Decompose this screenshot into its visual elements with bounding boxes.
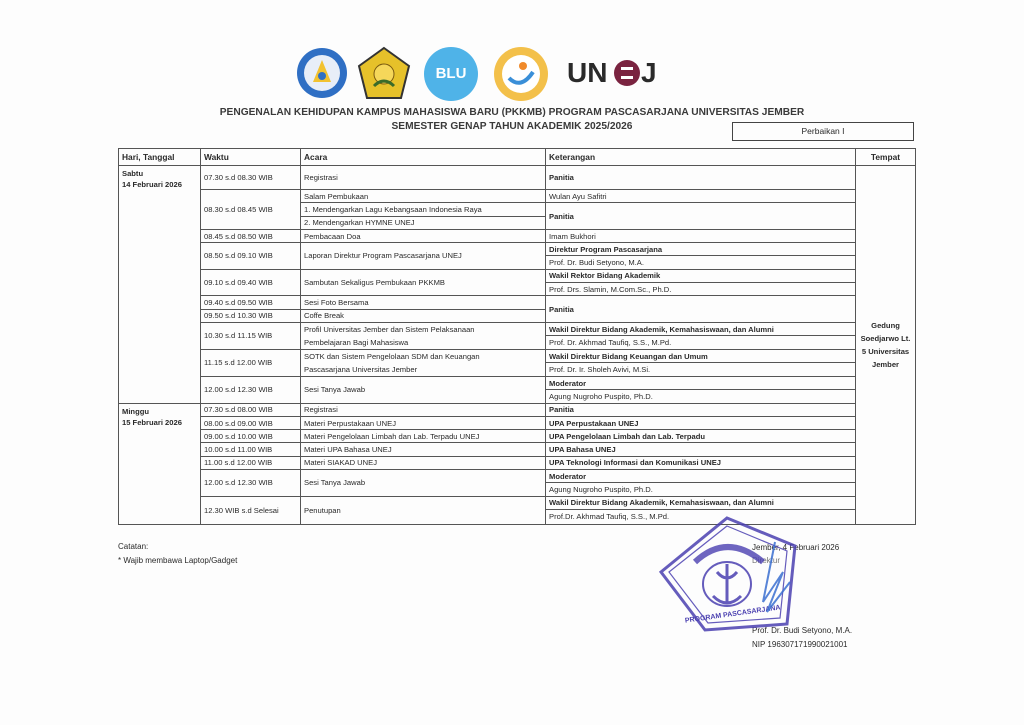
table-header-row (119, 149, 916, 166)
svg-text:BLU: BLU (435, 65, 467, 82)
time-cell: 11.15 s.d 12.00 WIB (201, 349, 301, 376)
time-cell: 07.30 s.d 08.00 WIB (201, 403, 301, 416)
signature-name: Prof. Dr. Budi Setyono, M.A. (752, 626, 853, 635)
document-subtitle: SEMESTER GENAP TAHUN AKADEMIK 2025/2026 (391, 121, 633, 132)
time-cell: 09.50 s.d 10.30 WIB (201, 309, 301, 322)
notes-cell: Wulan Ayu Safitri (546, 190, 856, 203)
notes-cell: Panitia (546, 166, 856, 190)
time-cell: 08.00 s.d 09.00 WIB (201, 416, 301, 429)
signature-scribble (763, 542, 790, 612)
event-cell: Laporan Direktur Program Pascasarjana UNEJ (301, 243, 546, 270)
tut-wuri-handayani-logo (295, 46, 349, 100)
signature-nip: NIP 196307171990021001 (752, 640, 848, 649)
event-cell: Materi SIAKAD UNEJ (301, 456, 546, 469)
time-cell: 08.50 s.d 09.10 WIB (201, 243, 301, 270)
event-cell: Registrasi (301, 166, 546, 190)
notes-cell: UPA Pengelolaan Limbah dan Lab. Terpadu (546, 430, 856, 443)
day-name: Sabtu (122, 169, 144, 178)
notes-cell: Wakil Direktur Bidang Akademik, Kemahasiswaan, dan Alumni (546, 322, 856, 336)
time-cell: 09.00 s.d 10.00 WIB (201, 430, 301, 443)
event-cell: Sesi Tanya Jawab (301, 376, 546, 403)
notes-cell: Panitia (546, 203, 856, 230)
day-cell-sunday (119, 403, 201, 524)
day-date: 15 Februari 2026 (122, 417, 182, 427)
event-cell (301, 322, 546, 349)
diktisaintek-berdampak-logo (493, 46, 549, 102)
signature-place-date: Jember, 4 Februari 2026 (752, 543, 840, 552)
university-stamp (655, 512, 825, 637)
notes-cell: Agung Nugroho Puspito, Ph.D. (546, 483, 856, 496)
time-cell: 07.30 s.d 08.30 WIB (201, 166, 301, 190)
day-name: Minggu (122, 406, 149, 416)
event-cell: Registrasi (301, 403, 546, 416)
notes-cell: Panitia (546, 403, 856, 416)
time-cell: 08.45 s.d 08.50 WIB (201, 229, 301, 242)
time-cell: 12.00 s.d 12.30 WIB (201, 470, 301, 497)
table-row (119, 416, 916, 429)
table-row (119, 269, 916, 282)
event-line: SOTK dan Sistem Pengelolaan SDM dan Keuangan (304, 351, 480, 361)
notes-cell: Direktur Program Pascasarjana (546, 243, 856, 256)
notes-cell: Wakil Rektor Bidang Akademik (546, 269, 856, 282)
time-cell: 12.30 WIB s.d Selesai (201, 496, 301, 524)
table-row (119, 243, 916, 256)
event-cell: 2. Mendengarkan HYMNE UNEJ (301, 216, 546, 229)
time-cell: 10.00 s.d 11.00 WIB (201, 443, 301, 456)
time-cell: 11.00 s.d 12.00 WIB (201, 456, 301, 469)
table-row (119, 190, 916, 203)
notes-cell: Prof. Dr. Budi Setyono, M.A. (546, 256, 856, 269)
col-header-time: Waktu (201, 149, 301, 166)
col-header-place: Tempat (856, 149, 916, 166)
time-cell: 10.30 s.d 11.15 WIB (201, 322, 301, 349)
table-row (119, 229, 916, 242)
notes-cell: Moderator (546, 470, 856, 483)
notes-cell: UPA Perpustakaan UNEJ (546, 416, 856, 429)
table-row (119, 496, 916, 509)
table-row (119, 470, 916, 483)
event-cell: Sesi Tanya Jawab (301, 470, 546, 497)
col-header-notes: Keterangan (546, 149, 856, 166)
event-line: Pascasarjana Universitas Jember (304, 364, 418, 374)
day-cell-saturday (119, 166, 201, 404)
unej-logo (565, 56, 665, 92)
svg-text:J: J (641, 57, 657, 88)
event-cell: Pembacaan Doa (301, 229, 546, 242)
notes-label: Catatan: (118, 542, 149, 551)
notes-cell: Imam Bukhori (546, 229, 856, 242)
notes-cell: Wakil Direktur Bidang Akademik, Kemahasiswaan, dan Alumni (546, 496, 856, 509)
col-header-event: Acara (301, 149, 546, 166)
svg-text:UN: UN (567, 57, 608, 88)
time-cell: 09.40 s.d 09.50 WIB (201, 296, 301, 309)
time-cell: 08.30 s.d 08.45 WIB (201, 190, 301, 230)
event-cell: Salam Pembukaan (301, 190, 546, 203)
time-cell: 09.10 s.d 09.40 WIB (201, 269, 301, 296)
notes-cell: Moderator (546, 376, 856, 389)
table-row (119, 322, 916, 336)
event-cell: Materi UPA Bahasa UNEJ (301, 443, 546, 456)
document-title: PENGENALAN KEHIDUPAN KAMPUS MAHASISWA BARU (PKKMB) PROGRAM PASCASARJANA UNIVERSITAS JEMBER (219, 107, 805, 118)
logo-strip (295, 46, 675, 102)
signature-role: Direktur (752, 556, 781, 565)
notes-cell: UPA Bahasa UNEJ (546, 443, 856, 456)
event-line: Profil Universitas Jember dan Sistem Pelaksanaan (304, 324, 475, 334)
day-date: 14 Februari 2026 (122, 180, 182, 189)
notes-cell: Prof. Dr. Akhmad Taufiq, S.S., M.Pd. (546, 336, 856, 350)
table-row (119, 349, 916, 363)
event-cell: Coffe Break (301, 309, 546, 322)
event-cell: Sambutan Sekaligus Pembukaan PKKMB (301, 269, 546, 296)
event-cell: 1. Mendengarkan Lagu Kebangsaan Indonesia Raya (301, 203, 546, 216)
svg-text:PROGRAM PASCASARJANA: PROGRAM PASCASARJANA (684, 604, 781, 625)
event-cell (301, 349, 546, 376)
col-header-day: Hari, Tanggal (119, 149, 201, 166)
event-cell: Materi Perpustakaan UNEJ (301, 416, 546, 429)
place-cell: Gedung Soedjarwo Lt. 5 Universitas Jember (856, 166, 916, 525)
notes-item: * Wajib membawa Laptop/Gadget (118, 556, 238, 565)
table-row (119, 456, 916, 469)
notes-cell: UPA Teknologi Informasi dan Komunikasi UNEJ (546, 456, 856, 469)
event-cell: Sesi Foto Bersama (301, 296, 546, 309)
notes-cell: Prof. Drs. Slamin, M.Com.Sc., Ph.D. (546, 283, 856, 296)
notes-cell: Prof.Dr. Akhmad Taufiq, S.S., M.Pd. (546, 509, 856, 524)
notes-cell: Wakil Direktur Bidang Keuangan dan Umum (546, 349, 856, 363)
event-cell: Materi Pengelolaan Limbah dan Lab. Terpadu UNEJ (301, 430, 546, 443)
universitas-jember-logo (357, 46, 411, 102)
event-cell: Penutupan (301, 496, 546, 524)
time-cell: 12.00 s.d 12.30 WIB (201, 376, 301, 403)
table-row (119, 403, 916, 416)
schedule-table (118, 148, 916, 525)
notes-cell: Panitia (546, 296, 856, 323)
blu-logo (423, 46, 479, 102)
table-row (119, 430, 916, 443)
table-row (119, 443, 916, 456)
event-line: Pembelajaran Bagi Mahasiswa (304, 337, 409, 347)
table-row (119, 296, 916, 309)
revision-box: Perbaikan I (732, 122, 914, 141)
notes-cell: Agung Nugroho Puspito, Ph.D. (546, 390, 856, 403)
notes-cell: Prof. Dr. Ir. Sholeh Avivi, M.Si. (546, 363, 856, 377)
table-row (119, 166, 916, 190)
table-row (119, 376, 916, 389)
